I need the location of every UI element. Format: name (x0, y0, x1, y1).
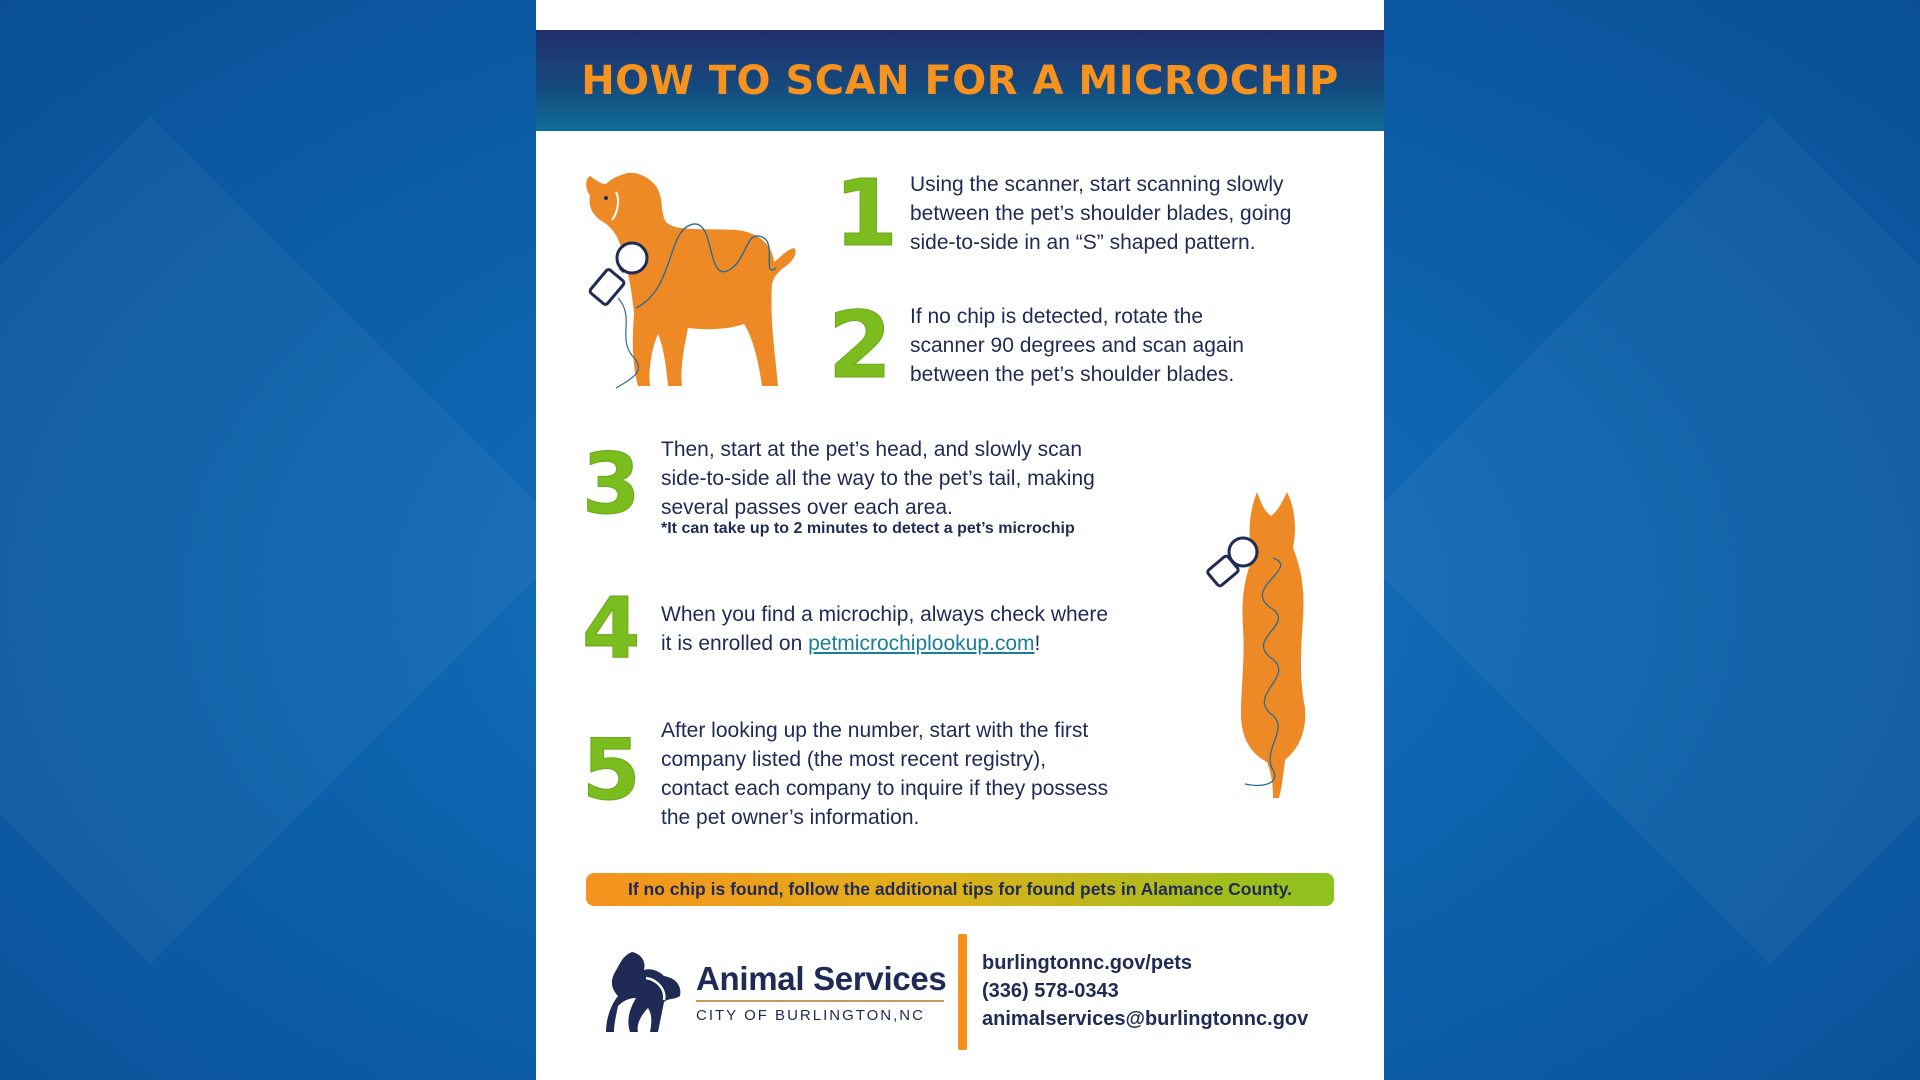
org-subtitle: CITY OF BURLINGTON,NC (696, 1007, 925, 1024)
step-1-number: 1 (834, 160, 899, 267)
cat-illustration (1201, 488, 1311, 804)
step-2-text (910, 302, 1244, 389)
background-diamond-right (1346, 116, 1920, 965)
petmicrochiplookup-link[interactable]: petmicrochiplookup.com (808, 632, 1035, 655)
title-banner (536, 30, 1384, 131)
step-3-note: *It can take up to 2 minutes to detect a pet’s microchip (661, 520, 1075, 537)
contact-website[interactable]: burlingtonnc.gov/pets (982, 952, 1192, 974)
step-4-line (661, 629, 1108, 658)
step-2-number: 2 (828, 292, 893, 399)
step-5-line: the pet owner’s information. (661, 806, 920, 829)
poster-title: HOW TO SCAN FOR A MICROCHIP (581, 57, 1339, 104)
step-4-prefix: it is enrolled on (661, 632, 803, 655)
step-1-line: between the pet’s shoulder blades, going (910, 202, 1292, 225)
step-3-number: 3 (582, 435, 641, 533)
step-3-line: side-to-side all the way to the pet’s tail, making (661, 467, 1095, 490)
step-4-suffix: ! (1034, 632, 1041, 655)
step-4-number: 4 (582, 579, 641, 677)
background-diamond-left (0, 116, 574, 965)
step-5-text (661, 716, 1108, 832)
step-3-line: several passes over each area. (661, 496, 953, 519)
contact-email[interactable]: animalservices@burlingtonnc.gov (982, 1008, 1309, 1030)
tip-banner (586, 873, 1334, 906)
step-5-line: contact each company to inquire if they possess (661, 777, 1109, 800)
step-2-line: between the pet’s shoulder blades. (910, 363, 1235, 386)
step-4-line: When you find a microchip, always check where (661, 603, 1109, 626)
step-4-text (661, 600, 1108, 658)
step-2-line: scanner 90 degrees and scan again (910, 334, 1244, 357)
microchip-poster (536, 0, 1384, 1080)
tip-text: If no chip is found, follow the additional tips for found pets in Alamance County. (627, 879, 1292, 899)
step-2-line: If no chip is detected, rotate the (910, 305, 1204, 328)
step-5-number: 5 (582, 721, 641, 819)
org-name: Animal Services (696, 960, 947, 997)
step-5-line: After looking up the number, start with the first (661, 719, 1089, 742)
contact-phone[interactable]: (336) 578-0343 (982, 980, 1119, 1002)
step-3-line: Then, start at the pet’s head, and slowly scan (661, 438, 1083, 461)
dog-illustration (576, 168, 826, 392)
step-1-text (910, 170, 1291, 257)
step-1-line: side-to-side in an “S” shaped pattern. (910, 231, 1256, 254)
org-divider (696, 1000, 944, 1002)
step-1-line: Using the scanner, start scanning slowly (910, 173, 1284, 196)
step-5-line: company listed (the most recent registry), (661, 748, 1047, 771)
step-3-text (661, 435, 1095, 522)
animal-services-logo-icon (602, 950, 686, 1034)
footer-divider (958, 934, 967, 1050)
